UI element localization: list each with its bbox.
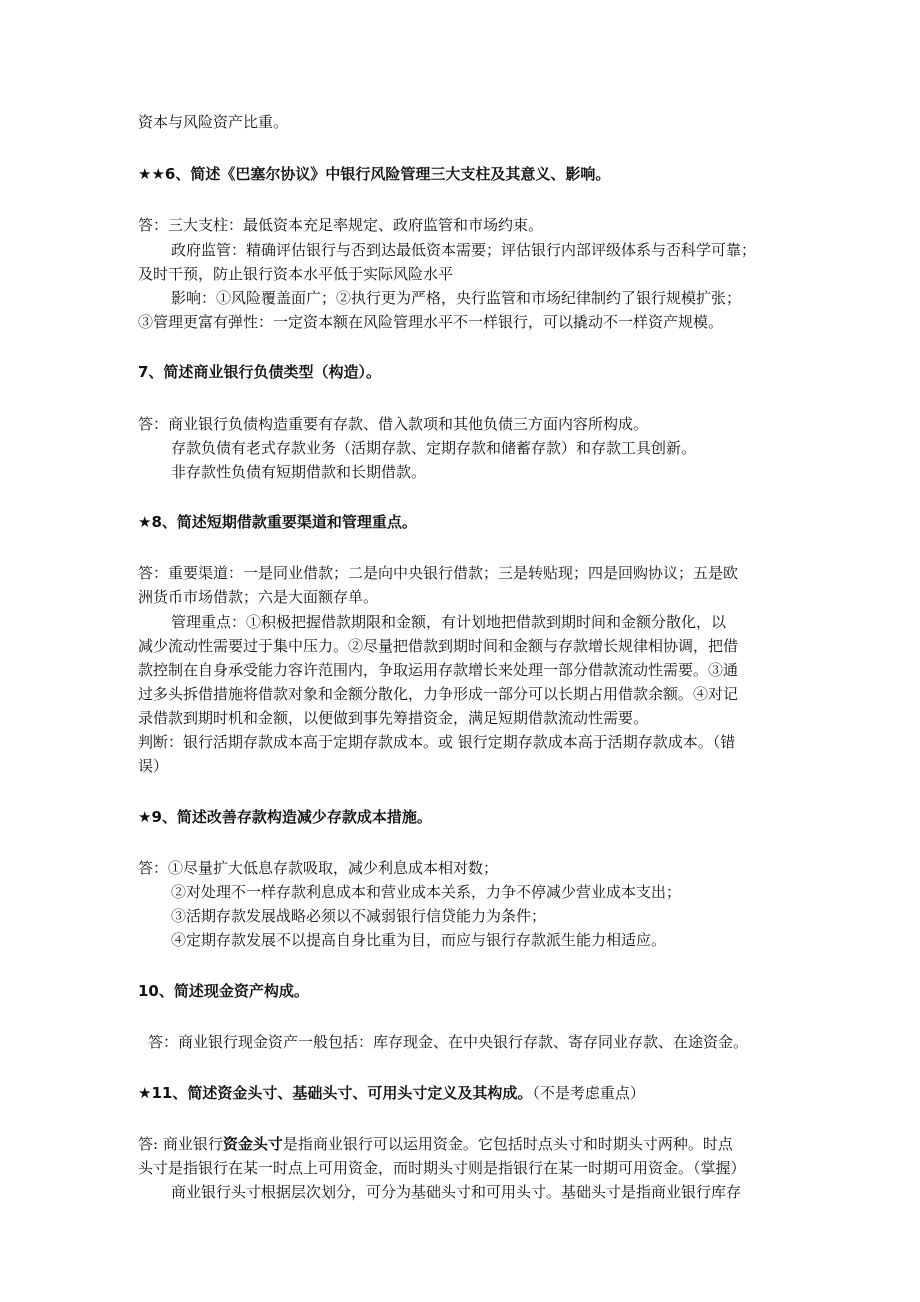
answer-line: ③管理更富有弹性：一定资本额在风险管理水平不一样银行，可以撬动不一样资产规模。 — [138, 313, 724, 331]
question-heading-10: 10、简述现金资产构成。 — [138, 982, 309, 1000]
answer-rest: 是指商业银行可以运用资金。它包括时点头寸和时期头寸两种。时点 — [282, 1135, 733, 1153]
judgment-line: 误） — [138, 757, 169, 775]
question-heading-7: 7、简述商业银行负债类型（构造）。 — [138, 363, 381, 381]
answer-line: 减少流动性需要过于集中压力。②尽量把借款到期时间和金额与存款增长规律相协调，把借 — [138, 637, 739, 655]
answer-line: 款控制在自身承受能力容许范围内，争取运用存款增长来处理一部分借款流动性需要。③通 — [138, 661, 739, 679]
answer-prefix: 答: 商业银行 — [138, 1135, 223, 1153]
answer-line: 管理重点：①积极把握借款期限和金额，有计划地把借款到期时间和金额分散化，以 — [171, 613, 727, 631]
answer-line: 及时干预，防止银行资本水平低于实际风险水平 — [138, 265, 454, 283]
answer-line: ②对处理不一样存款利息成本和营业成本关系，力争不停减少营业成本支出； — [171, 883, 682, 901]
answer-line: 影响：①风险覆盖面广；②执行更为严格，央行监管和市场纪律制约了银行规模扩张； — [171, 289, 742, 307]
answer-line: 商业银行头寸根据层次划分，可分为基础头寸和可用头寸。基础头寸是指商业银行库存 — [171, 1183, 742, 1201]
keyword-capital-position: 资金头寸 — [222, 1135, 283, 1153]
answer-line: 头寸是指银行在某一时点上可用资金，而时期头寸则是指银行在某一时期可用资金。（掌握） — [138, 1159, 746, 1177]
question-heading-9: ★9、简述改善存款构造减少存款成本措施。 — [138, 808, 432, 826]
answer-line: 录借款到期时机和金额，以便做到事先筹措资金，满足短期借款流动性需要。 — [138, 709, 649, 727]
answer-line: 洲货币市场借款；六是大面额存单。 — [138, 588, 379, 606]
answer-line: 非存款性负债有短期借款和长期借款。 — [171, 463, 427, 481]
answer-line: 政府监管：精确评估银行与否到达最低资本需要；评估银行内部评级体系与否科学可靠； — [171, 241, 757, 259]
question-heading-6: ★★6、简述《巴塞尔协议》中银行风险管理三大支柱及其意义、影响。 — [138, 165, 611, 183]
question-heading-11 — [138, 1083, 798, 1103]
answer-line: 答：①尽量扩大低息存款吸取，减少利息成本相对数； — [138, 859, 499, 877]
answer-line: 答：三大支柱：最低资本充足率规定、政府监管和市场约束。 — [138, 216, 544, 234]
answer-line: 答：重要渠道：一是同业借款；二是向中央银行借款；三是转贴现；四是回购协议；五是欧 — [138, 564, 739, 582]
answer-line: 答：商业银行负债构造重要有存款、借入款项和其他负债三方面内容所构成。 — [138, 415, 649, 433]
question-heading-8: ★8、简述短期借款重要渠道和管理重点。 — [138, 513, 417, 531]
answer-line — [138, 1134, 798, 1154]
answer-line: ③活期存款发展战略必须以不减弱银行信贷能力为条件； — [171, 907, 547, 925]
text-line: 资本与风险资产比重。 — [138, 113, 289, 131]
answer-line: 存款负债有老式存款业务（活期存款、定期存款和储蓄存款）和存款工具创新。 — [171, 439, 697, 457]
judgment-line: 判断：银行活期存款成本高于定期存款成本。或 银行定期存款成本高于活期存款成本。（错 — [138, 733, 736, 751]
heading-note: （不是考虑重点） — [532, 1084, 645, 1102]
heading-text: ★11、简述资金头寸、基础头寸、可用头寸定义及其构成。 — [138, 1084, 533, 1102]
answer-line: ④定期存款发展不以提高自身比重为目，而应与银行存款派生能力相适应。 — [171, 931, 667, 949]
answer-line: 过多头拆借措施将借款对象和金额分散化，力争形成一部分可以长期占用借款余额。④对记 — [138, 685, 739, 703]
answer-line: 答：商业银行现金资产一般包括：库存现金、在中央银行存款、寄存同业存款、在途资金。 — [148, 1033, 749, 1051]
